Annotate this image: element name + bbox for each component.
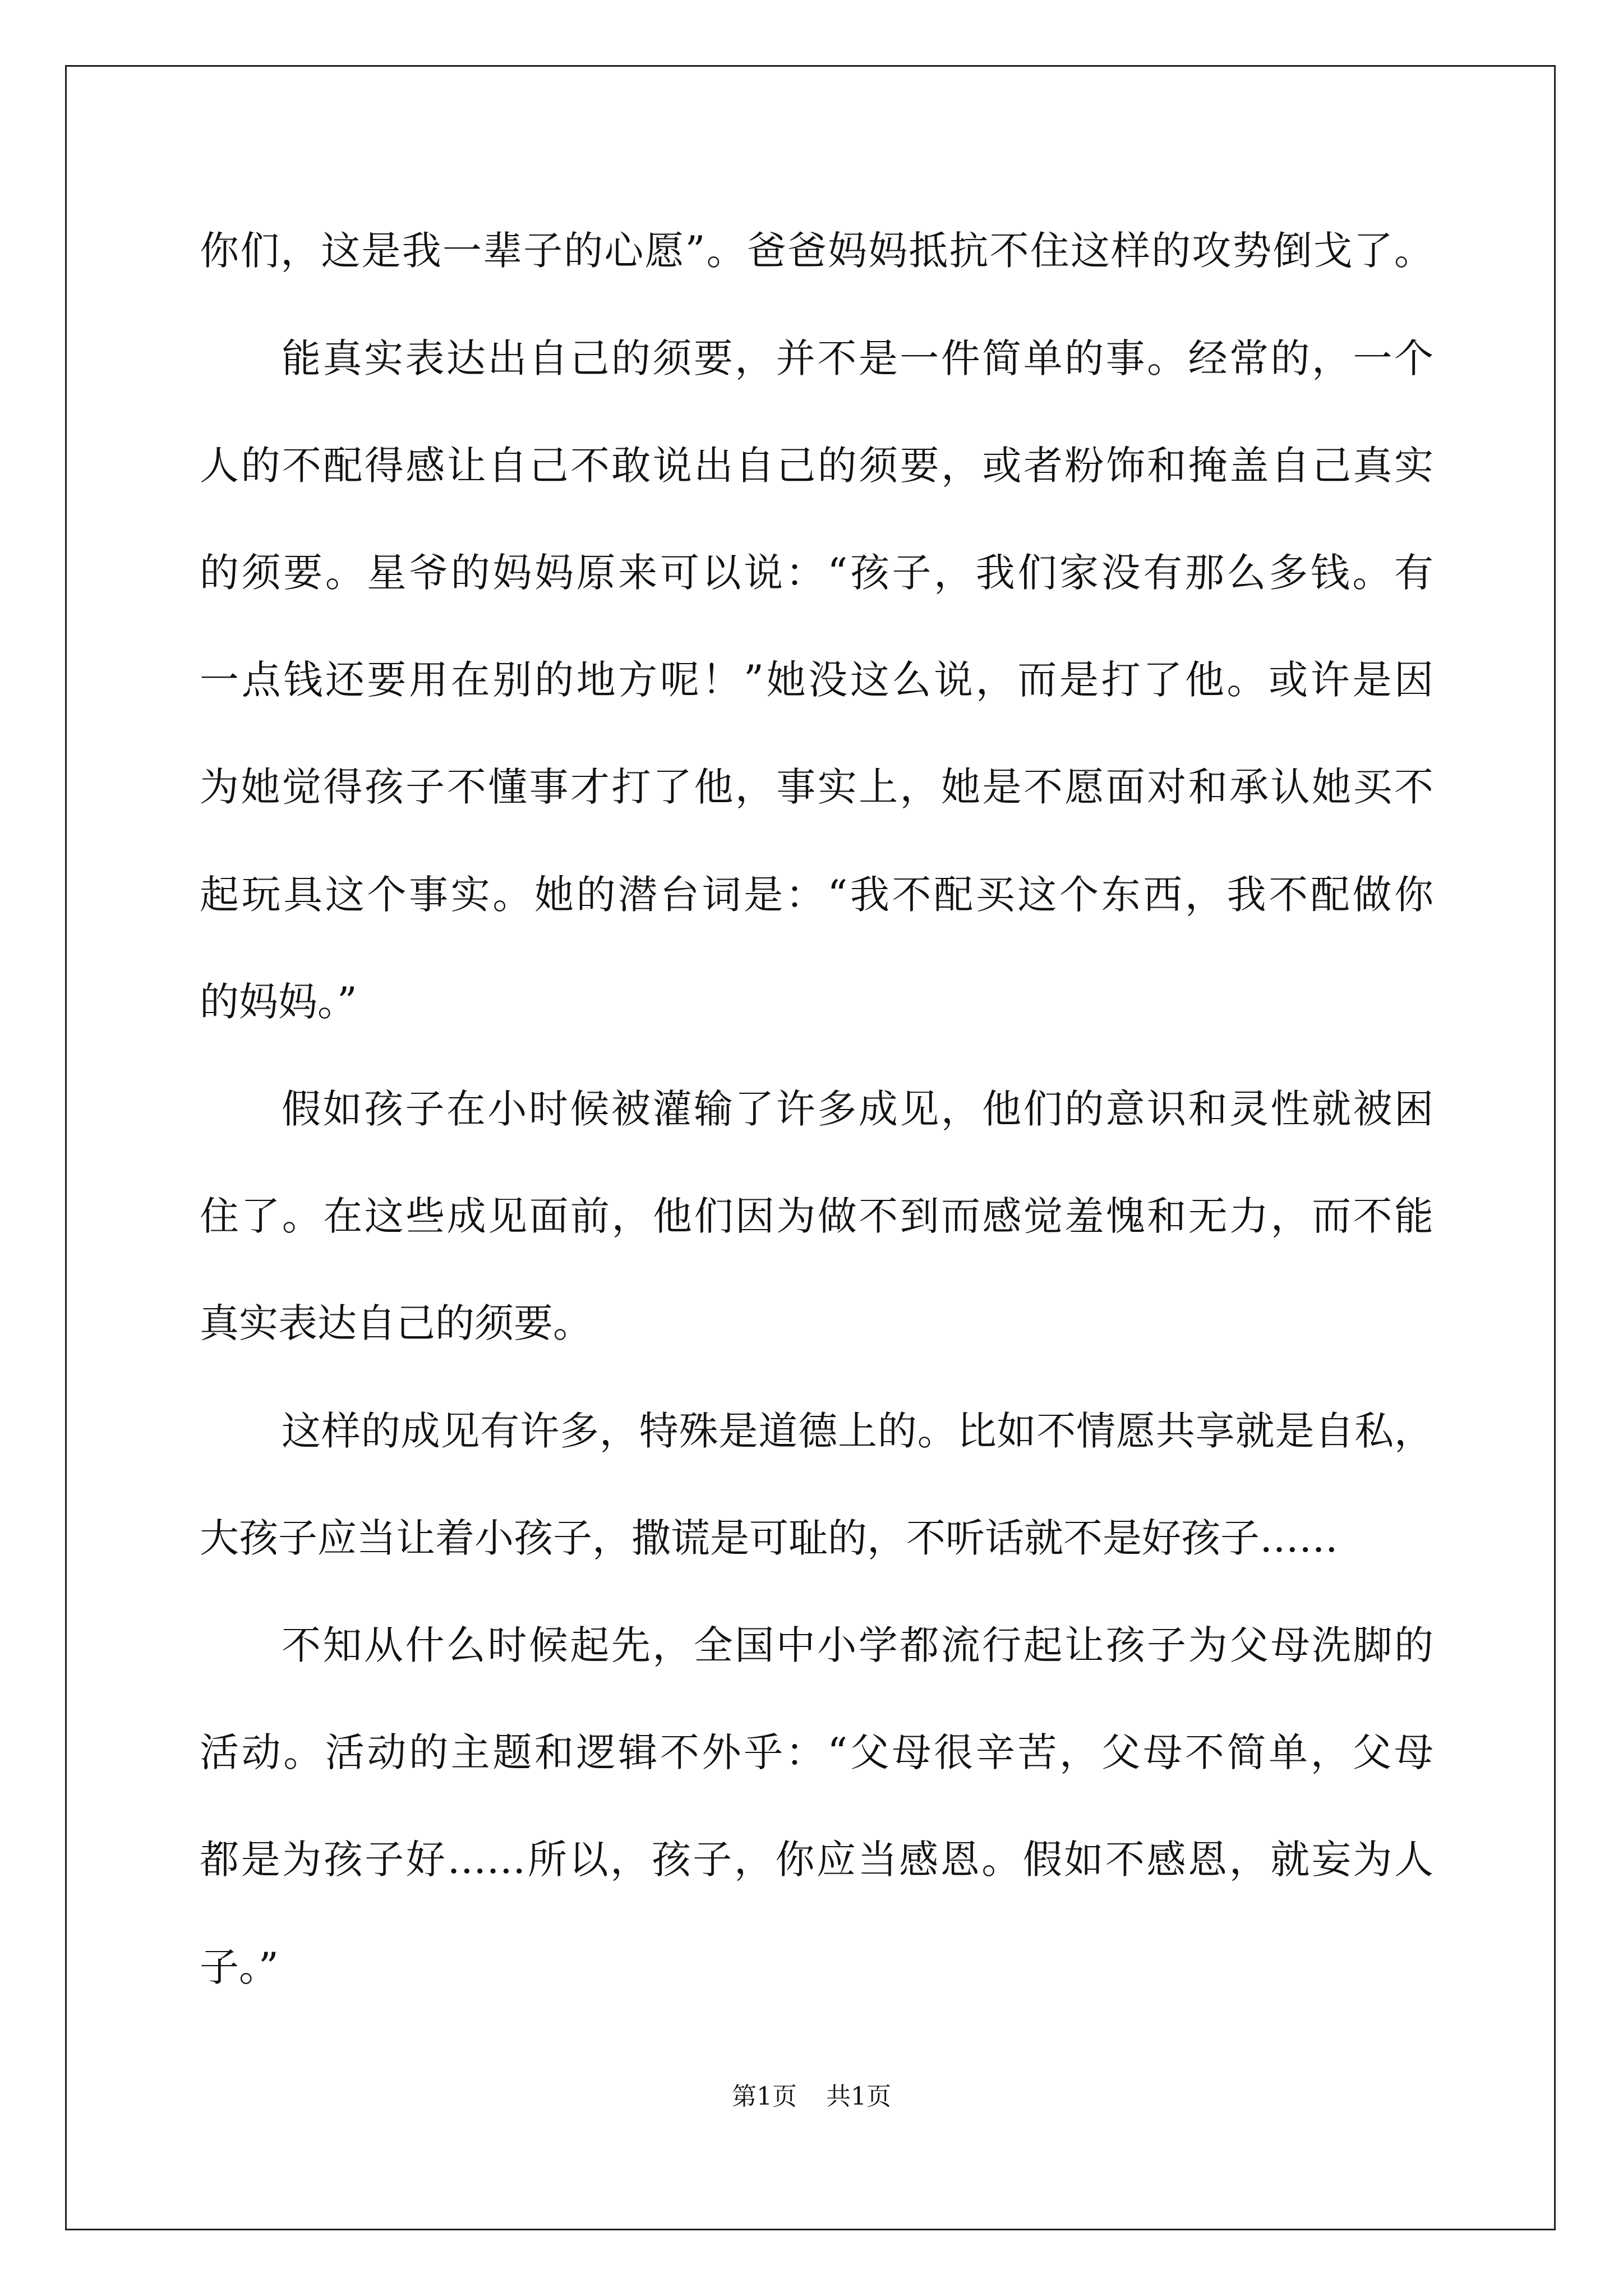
text-line: 人的不配得感让自己不敢说出自己的须要，或者粉饰和掩盖自己真实 bbox=[200, 443, 1433, 489]
paragraph-first-line: 不知从什么时候起先，全国中小学都流行起让孩子为父母洗脚的 bbox=[282, 1622, 1433, 1668]
paragraph-first-line: 能真实表达出自己的须要，并不是一件简单的事。经常的，一个 bbox=[282, 335, 1433, 381]
text-line: 子。” bbox=[200, 1944, 279, 1990]
text-line: 起玩具这个事实。她的潜台词是：“我不配买这个东西，我不配做你 bbox=[200, 872, 1433, 918]
page-border bbox=[65, 65, 1556, 2230]
text-line: 活动。活动的主题和逻辑不外乎：“父母很辛苦，父母不简单，父母 bbox=[200, 1729, 1433, 1775]
paragraph-first-line: 这样的成见有许多，特殊是道德上的。比如不情愿共享就是自私， bbox=[282, 1408, 1433, 1454]
text-line: 的须要。星爷的妈妈原来可以说：“孩子，我们家没有那么多钱。有 bbox=[200, 550, 1433, 596]
page-number: 第1页 bbox=[732, 2082, 797, 2111]
page-count: 共1页 bbox=[826, 2082, 891, 2111]
text-line: 为她觉得孩子不懂事才打了他，事实上，她是不愿面对和承认她买不 bbox=[200, 764, 1433, 810]
page-footer bbox=[0, 2081, 1623, 2113]
paragraph-first-line: 假如孩子在小时候被灌输了许多成见，他们的意识和灵性就被困 bbox=[282, 1086, 1433, 1132]
text-line: 的妈妈。” bbox=[200, 979, 357, 1025]
text-line: 都是为孩子好……所以，孩子，你应当感恩。假如不感恩，就妄为人 bbox=[200, 1837, 1433, 1883]
text-line: 真实表达自己的须要。 bbox=[200, 1300, 592, 1346]
text-line: 一点钱还要用在别的地方呢！”她没这么说，而是打了他。或许是因 bbox=[200, 657, 1433, 703]
text-line: 住了。在这些成见面前，他们因为做不到而感觉羞愧和无力，而不能 bbox=[200, 1193, 1433, 1239]
text-line: 大孩子应当让着小孩子，撒谎是可耻的，不听话就不是好孩子…… bbox=[200, 1515, 1338, 1561]
text-line: 你们，这是我一辈子的心愿”。爸爸妈妈抵抗不住这样的攻势倒戈了。 bbox=[200, 228, 1433, 274]
